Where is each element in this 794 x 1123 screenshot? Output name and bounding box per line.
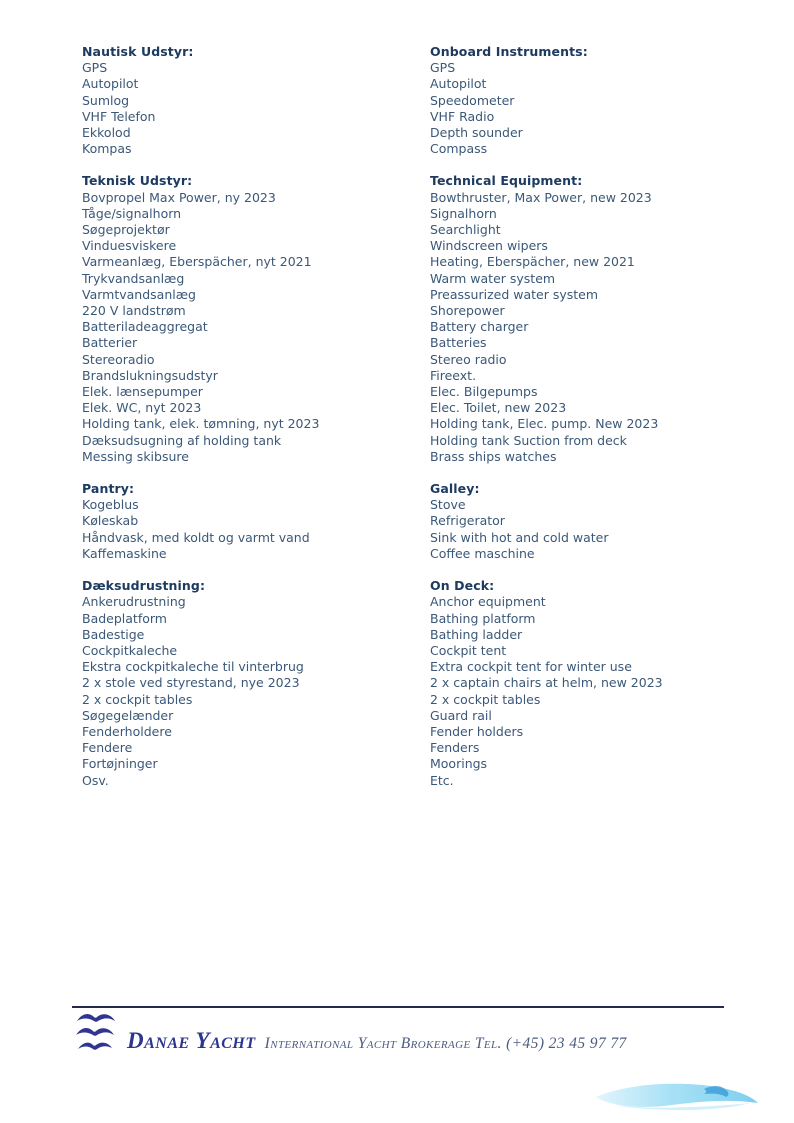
equipment-item: Batterier — [82, 335, 138, 351]
section-title: Nautisk Udstyr: — [82, 44, 194, 59]
equipment-item: Cockpitkaleche — [82, 642, 178, 658]
equipment-item: Bathing ladder — [430, 626, 523, 642]
equipment-item: Dæksudsugning af holding tank — [82, 432, 282, 448]
equipment-item: GPS — [430, 60, 456, 76]
section-title: Teknisk Udstyr: — [82, 173, 193, 189]
section-title: Technical Equipment: — [430, 173, 583, 189]
equipment-item: Speedometer — [430, 92, 515, 108]
equipment-item: Køleskab — [82, 513, 139, 529]
danae-waves-logo — [75, 1011, 117, 1055]
watermark-swoosh-logo — [592, 1081, 760, 1115]
equipment-item: Fenders — [430, 740, 480, 756]
equipment-item: Depth sounder — [430, 125, 523, 141]
equipment-item: Vinduesviskere — [82, 238, 177, 254]
section-row — [82, 173, 772, 465]
equipment-item: 2 x stole ved styrestand, nye 2023 — [82, 675, 300, 691]
equipment-item: 220 V landstrøm — [82, 303, 186, 319]
equipment-item: Bowthruster, Max Power, new 2023 — [430, 189, 652, 205]
equipment-item: Signalhorn — [430, 205, 497, 221]
equipment-item: Fortøjninger — [82, 756, 158, 772]
brand-tagline: International Yacht Brokerage Tel. (+45) 23 45 97 77 — [264, 1034, 627, 1052]
equipment-item: Stereo radio — [430, 351, 507, 367]
equipment-item: Coffee maschine — [430, 545, 535, 561]
equipment-item: Holding tank Suction from deck — [430, 432, 627, 448]
equipment-item: Fenderholdere — [82, 723, 172, 739]
equipment-item: Fender holders — [430, 723, 524, 739]
equipment-item: Stove — [430, 497, 466, 513]
equipment-item: Preassurized water system — [430, 286, 599, 302]
section-column-left — [82, 578, 430, 789]
equipment-item: Sink with hot and cold water — [430, 529, 609, 545]
section-title: Dæksudrustning: — [82, 578, 206, 594]
equipment-item: GPS — [82, 60, 108, 76]
footer-divider — [72, 1006, 724, 1008]
equipment-item: Battery charger — [430, 319, 529, 335]
equipment-item: Batteries — [430, 335, 487, 351]
equipment-item: Varmeanlæg, Eberspächer, nyt 2021 — [82, 254, 312, 270]
equipment-item: Heating, Eberspächer, new 2021 — [430, 254, 635, 270]
equipment-item: Holding tank, Elec. pump. New 2023 — [430, 416, 659, 432]
equipment-item: Kompas — [82, 141, 132, 157]
equipment-item: Searchlight — [430, 222, 501, 238]
equipment-item: Ekkolod — [82, 125, 131, 141]
section-column-left — [82, 173, 430, 465]
equipment-item: Ekstra cockpitkaleche til vinterbrug — [82, 659, 304, 675]
section-column-right — [430, 578, 772, 789]
sections-container — [82, 44, 772, 789]
equipment-item: Elek. WC, nyt 2023 — [82, 400, 202, 416]
equipment-item: Brandslukningsudstyr — [82, 367, 218, 383]
section-row — [82, 481, 772, 562]
equipment-item: Kaffemaskine — [82, 545, 167, 561]
equipment-item: Håndvask, med koldt og varmt vand — [82, 529, 310, 545]
equipment-item: Elec. Bilgepumps — [430, 384, 538, 400]
section-title: Pantry: — [82, 481, 135, 497]
equipment-item: Compass — [430, 141, 488, 157]
equipment-item: VHF Telefon — [82, 108, 156, 124]
section-title: On Deck: — [430, 578, 495, 594]
section-column-left — [82, 481, 430, 562]
equipment-item: Refrigerator — [430, 513, 505, 529]
equipment-item: Badeplatform — [82, 610, 167, 626]
equipment-item: Kogeblus — [82, 497, 139, 513]
equipment-lists — [82, 44, 772, 805]
equipment-item: Extra cockpit tent for winter use — [430, 659, 632, 675]
equipment-item: Etc. — [430, 772, 454, 788]
section-column-right — [430, 173, 772, 465]
equipment-item: Badestige — [82, 626, 145, 642]
equipment-item: Varmtvandsanlæg — [82, 286, 196, 302]
equipment-item: Holding tank, elek. tømning, nyt 2023 — [82, 416, 320, 432]
section-column-right — [430, 481, 772, 562]
equipment-item: Anchor equipment — [430, 594, 546, 610]
equipment-item: Søgeprojektør — [82, 222, 170, 238]
equipment-item: Bathing platform — [430, 610, 536, 626]
equipment-item: Elec. Toilet, new 2023 — [430, 400, 567, 416]
equipment-item: Osv. — [82, 772, 109, 788]
equipment-item: Autopilot — [430, 76, 487, 92]
footer — [75, 1011, 627, 1055]
section-row — [82, 578, 772, 789]
equipment-item: Moorings — [430, 756, 488, 772]
equipment-item: Ankerudrustning — [82, 594, 186, 610]
equipment-item: Cockpit tent — [430, 642, 507, 658]
equipment-item: Bovpropel Max Power, ny 2023 — [82, 189, 276, 205]
section-column-right — [430, 44, 772, 157]
equipment-item: Fendere — [82, 740, 133, 756]
equipment-item: Guard rail — [430, 707, 492, 723]
brand-name: Danae Yacht — [127, 1028, 256, 1053]
equipment-item: VHF Radio — [430, 108, 495, 124]
equipment-item: Fireext. — [430, 367, 477, 383]
section-row — [82, 44, 772, 157]
equipment-item: Søgegelænder — [82, 707, 174, 723]
equipment-item: 2 x cockpit tables — [82, 691, 193, 707]
section-title: Galley: — [430, 481, 480, 497]
equipment-item: Shorepower — [430, 303, 505, 319]
equipment-item: Sumlog — [82, 92, 130, 108]
equipment-item: Autopilot — [82, 76, 139, 92]
equipment-item: Windscreen wipers — [430, 238, 548, 254]
equipment-item: 2 x captain chairs at helm, new 2023 — [430, 675, 663, 691]
section-title: Onboard Instruments: — [430, 44, 588, 59]
section-column-left — [82, 44, 430, 157]
equipment-item: Brass ships watches — [430, 448, 557, 464]
equipment-item: Tåge/signalhorn — [82, 205, 182, 221]
equipment-item: Trykvandsanlæg — [82, 270, 185, 286]
equipment-item: Stereoradio — [82, 351, 155, 367]
equipment-item: Batteriladeaggregat — [82, 319, 208, 335]
equipment-item: Elek. lænsepumper — [82, 384, 203, 400]
equipment-item: Messing skibsure — [82, 448, 189, 464]
equipment-item: Warm water system — [430, 270, 556, 286]
equipment-item: 2 x cockpit tables — [430, 691, 541, 707]
